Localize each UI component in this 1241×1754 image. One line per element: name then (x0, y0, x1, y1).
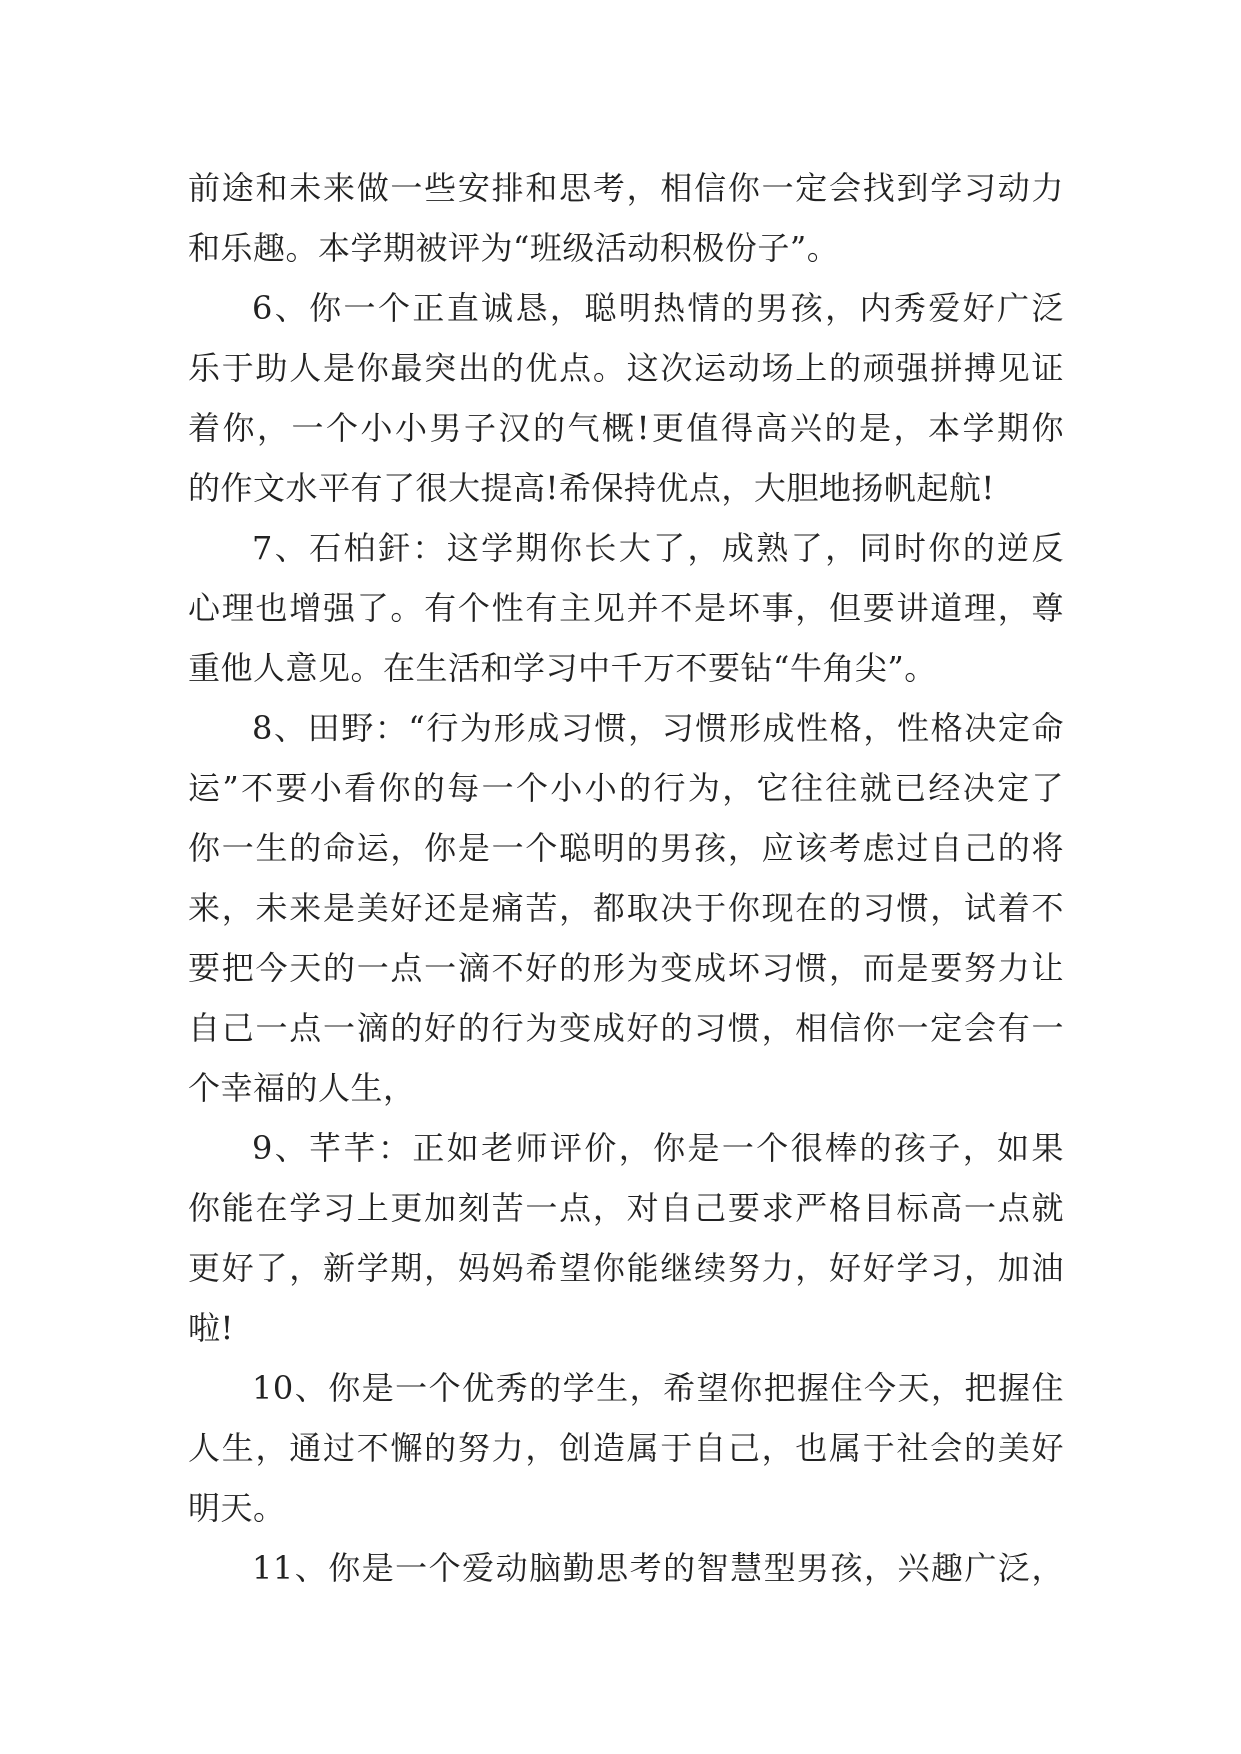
text-line: 心理也增强了。有个性有主见并不是坏事，但要讲道理，尊 (188, 589, 1064, 627)
text-line: 你一生的命运，你是一个聪明的男孩，应该考虑过自己的将 (188, 829, 1064, 867)
text-line: 人生，通过不懈的努力，创造属于自己，也属于社会的美好 (188, 1429, 1064, 1467)
text-line: 来，未来是美好还是痛苦，都取决于你现在的习惯，试着不 (188, 889, 1064, 927)
text-line: 8、田野：“行为形成习惯，习惯形成性格，性格决定命 (252, 709, 1064, 747)
text-line: 个幸福的人生， (188, 1069, 416, 1107)
text-line: 7、石柏釬：这学期你长大了，成熟了，同时你的逆反 (252, 529, 1064, 567)
text-line: 前途和未来做一些安排和思考，相信你一定会找到学习动力 (188, 169, 1064, 207)
text-line: 10、你是一个优秀的学生，希望你把握住今天，把握住 (252, 1369, 1064, 1407)
text-line: 啦! (188, 1309, 234, 1347)
text-line: 自己一点一滴的好的行为变成好的习惯，相信你一定会有一 (188, 1009, 1064, 1047)
text-line: 要把今天的一点一滴不好的形为变成坏习惯，而是要努力让 (188, 949, 1064, 987)
text-line: 运”不要小看你的每一个小小的行为，它往往就已经决定了 (188, 769, 1064, 807)
text-line: 乐于助人是你最突出的优点。这次运动场上的顽强拼搏见证 (188, 349, 1064, 387)
text-line: 的作文水平有了很大提高!希保持优点，大胆地扬帆起航! (188, 469, 995, 507)
text-line: 11、你是一个爱动脑勤思考的智慧型男孩，兴趣广泛， (252, 1549, 1064, 1587)
document-body (188, 158, 1064, 1598)
text-line: 你能在学习上更加刻苦一点，对自己要求严格目标高一点就 (188, 1189, 1064, 1227)
text-line: 9、芊芊：正如老师评价，你是一个很棒的孩子，如果 (252, 1129, 1064, 1167)
text-line: 更好了，新学期，妈妈希望你能继续努力，好好学习，加油 (188, 1249, 1064, 1287)
text-line: 着你，一个小小男子汉的气概!更值得高兴的是，本学期你 (188, 409, 1064, 447)
text-line: 6、你一个正直诚恳，聪明热情的男孩，内秀爱好广泛 (252, 289, 1064, 327)
text-line: 明天。 (188, 1489, 286, 1527)
text-line: 和乐趣。本学期被评为“班级活动积极份子”。 (188, 229, 840, 267)
text-line: 重他人意见。在生活和学习中千万不要钻“牛角尖”。 (188, 649, 937, 687)
